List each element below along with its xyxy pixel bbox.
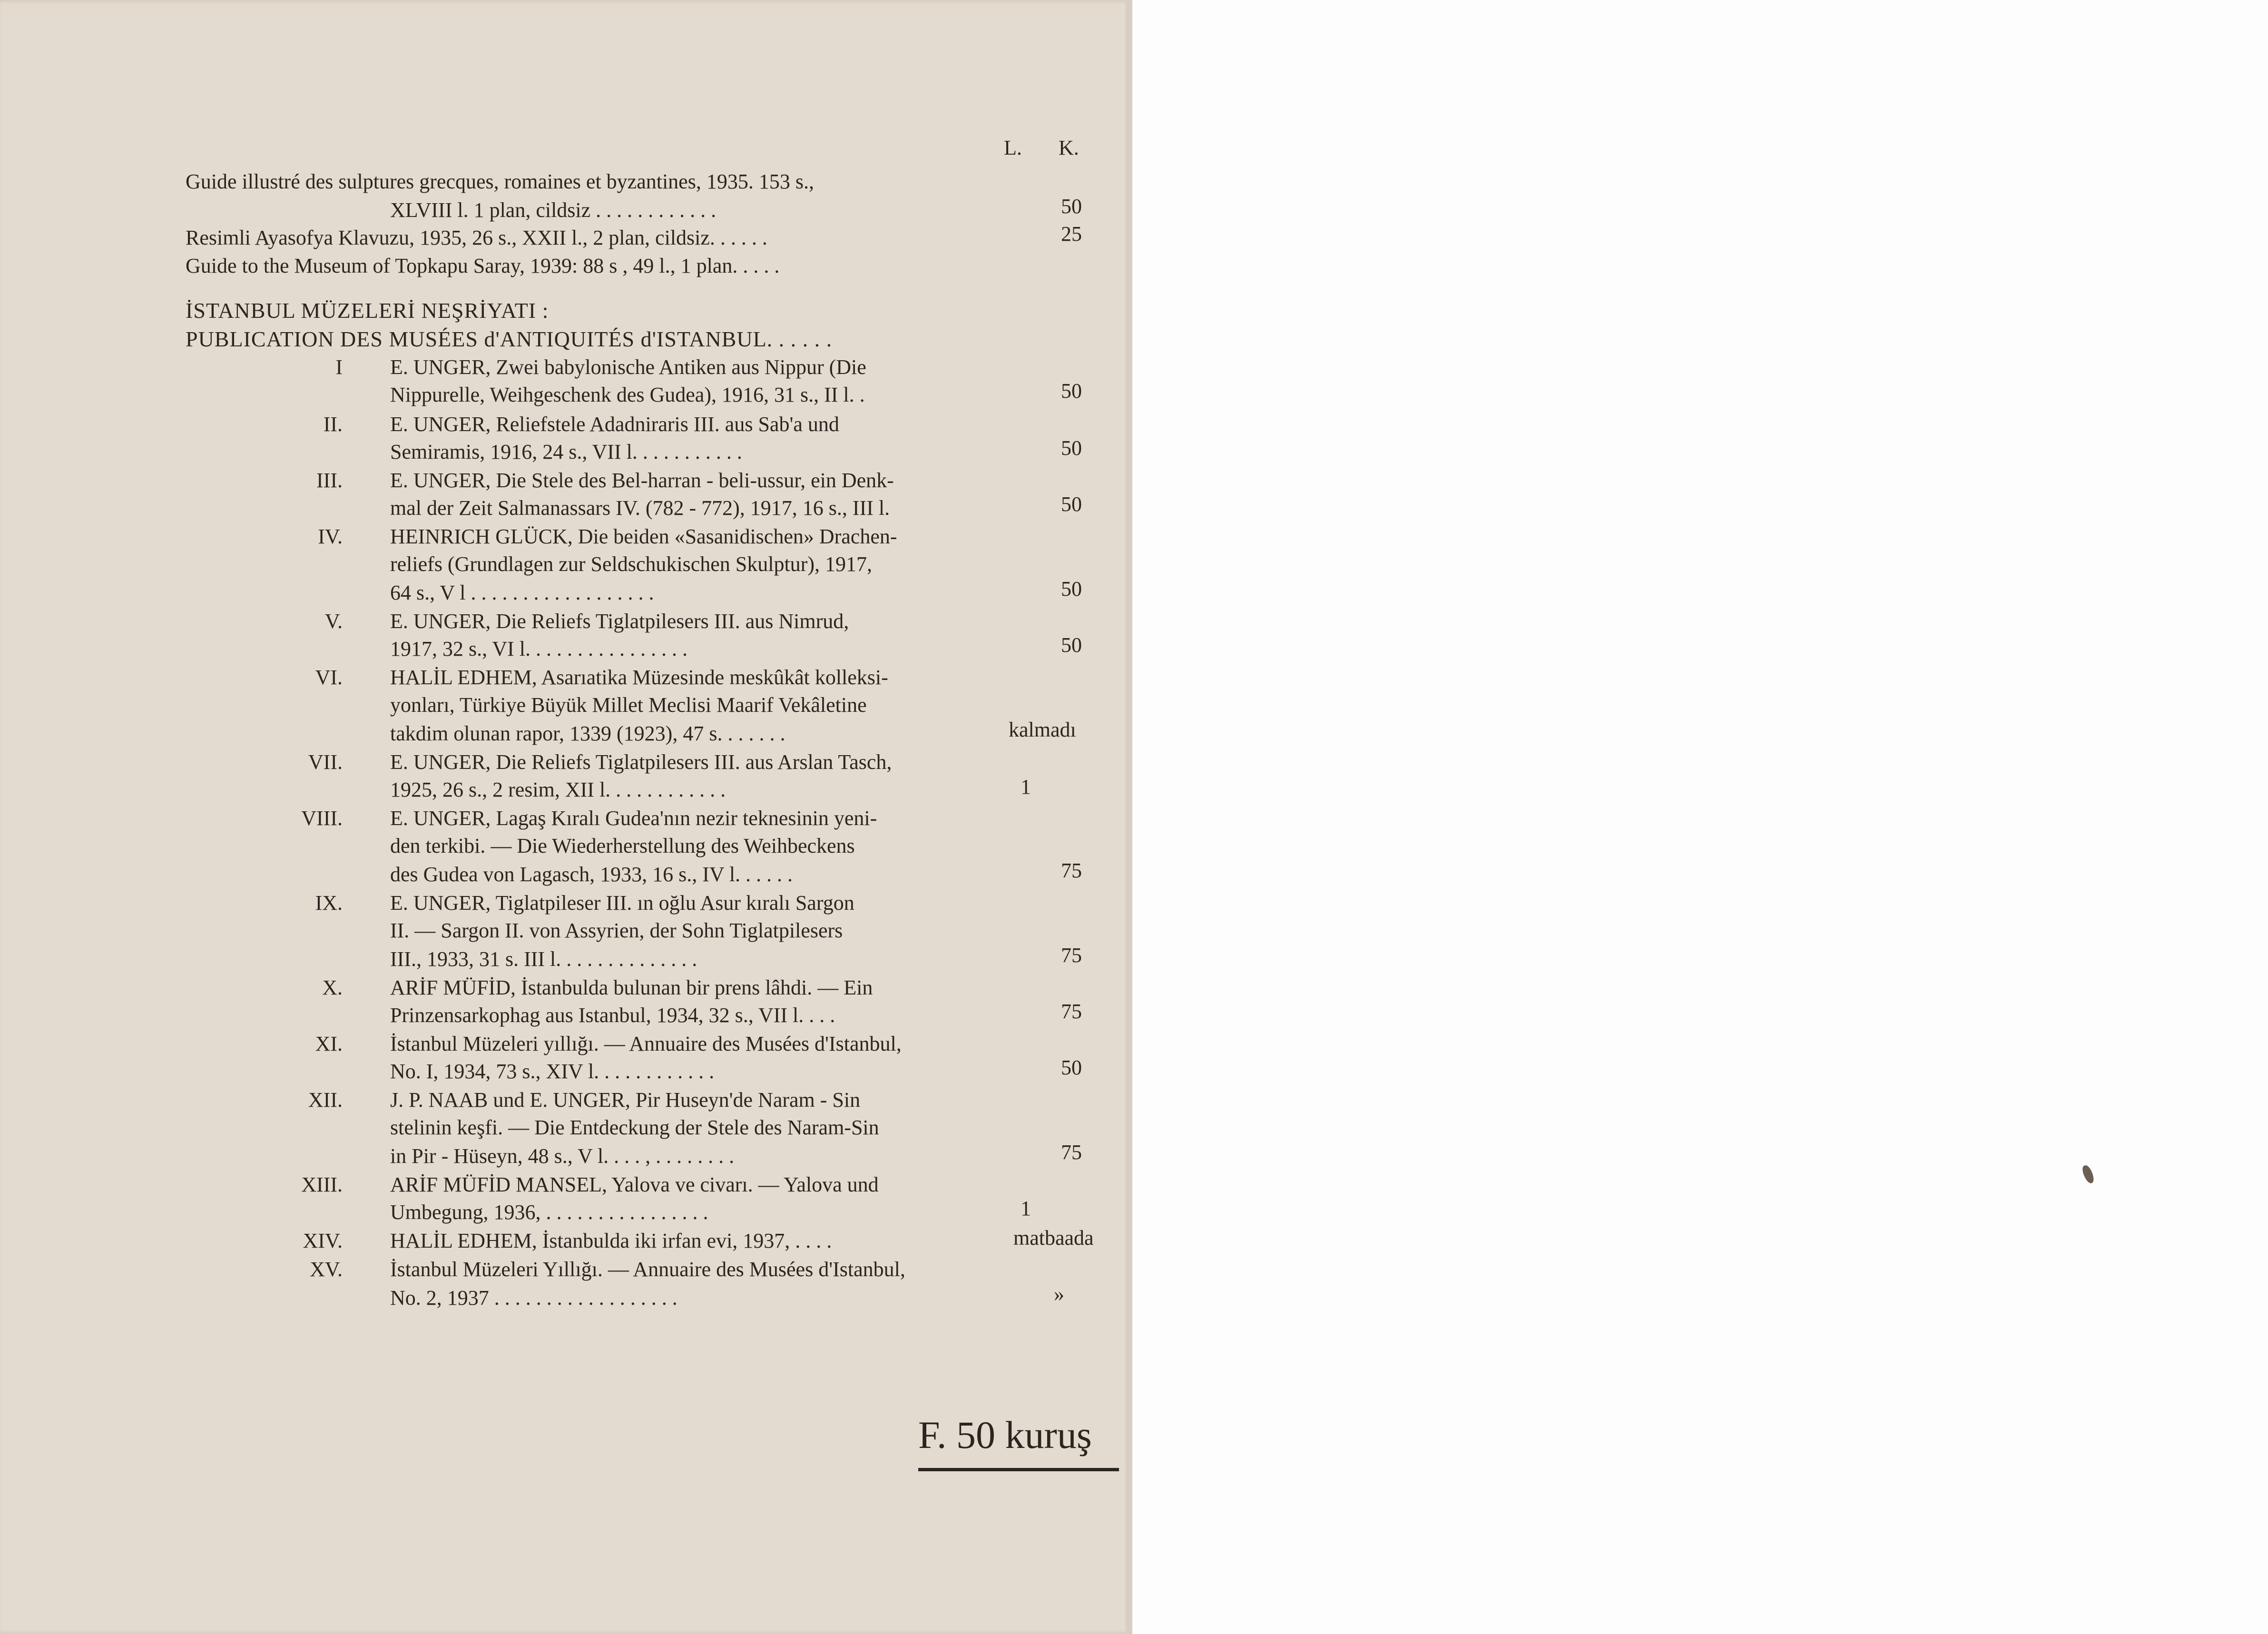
entry-line: İstanbul Müzeleri Yıllığı. — Annuaire des Musées d'Istanbul, [390, 1258, 905, 1281]
entry-number: XII. [308, 1088, 343, 1112]
entry-line: III., 1933, 31 s. III l. . . . . . . . . . . . . . [390, 947, 697, 971]
entry-number: XIII. [301, 1173, 343, 1196]
guide-line: Resimli Ayasofya Klavuzu, 1935, 26 s., XXII l., 2 plan, cildsiz. . . . . . [186, 226, 767, 249]
entry-number: VIII. [301, 807, 343, 830]
entry-line: reliefs (Grundlagen zur Seldschukischen Skulptur), 1917, [390, 552, 872, 576]
entry-price: 1 [1021, 1197, 1031, 1220]
section-title: İSTANBUL MÜZELERİ NEŞRİYATI : [186, 298, 549, 323]
entry-number: IX. [315, 891, 343, 915]
entry-price: kalmadı [1009, 718, 1076, 741]
footer-rule [918, 1468, 1119, 1471]
entry-number: XV. [310, 1258, 343, 1281]
entry-line: 64 s., V l . . . . . . . . . . . . . . . . . . [390, 581, 654, 604]
entry-price: 50 [1061, 436, 1082, 460]
section-subtitle: PUBLICATION DES MUSÉES d'ANTIQUITÉS d'ISTANBUL. . . . . . [186, 327, 833, 351]
entry-line: E. UNGER, Reliefstele Adadniraris III. aus Sab'a und [390, 413, 839, 436]
entry-number: IV. [318, 525, 343, 548]
entry-price: » [1054, 1282, 1064, 1306]
entry-line: Umbegung, 1936, . . . . . . . . . . . . . . . . [390, 1201, 708, 1224]
entry-line: E. UNGER, Die Stele des Bel-harran - beli-ussur, ein Denk- [390, 469, 894, 492]
entry-price: 1 [1021, 775, 1031, 798]
entry-line: E. UNGER, Tiglatpileser III. ın oğlu Asur kıralı Sargon [390, 891, 854, 915]
entry-line: HALİL EDHEM, Asarıatika Müzesinde meskûkât kolleksi- [390, 666, 888, 689]
entry-line: Prinzensarkophag aus Istanbul, 1934, 32 s., VII l. . . . [390, 1004, 835, 1027]
entry-line: takdim olunan rapor, 1339 (1923), 47 s. . . . . . . [390, 722, 785, 745]
entry-price: 50 [1061, 633, 1082, 657]
entry-line: in Pir - Hüseyn, 48 s., V l. . . . , . . . . . . . . [390, 1144, 735, 1168]
entry-price: 75 [1061, 859, 1082, 882]
entry-price: 50 [1061, 379, 1082, 403]
entry-line: II. — Sargon II. von Assyrien, der Sohn Tiglatpilesers [390, 919, 843, 942]
entry-price: 75 [1061, 1000, 1082, 1023]
entry-line: des Gudea von Lagasch, 1933, 16 s., IV l. . . . . . [390, 863, 793, 886]
entry-line: ARİF MÜFİD, İstanbulda bulunan bir prens lâhdi. — Ein [390, 976, 873, 999]
entry-line: stelinin keşfi. — Die Entdeckung der Stele des Naram-Sin [390, 1116, 879, 1139]
entry-price: 75 [1061, 1141, 1082, 1164]
column-header-l: L. [1004, 136, 1022, 159]
entry-line: ARİF MÜFİD MANSEL, Yalova ve civarı. — Yalova und [390, 1173, 879, 1196]
entry-number: II. [323, 413, 343, 436]
guide-price: 25 [1061, 222, 1082, 246]
entry-line: Nippurelle, Weihgeschenk des Gudea), 1916, 31 s., II l. . [390, 383, 865, 406]
entry-number: XIV. [303, 1229, 343, 1252]
guide-price: 50 [1061, 195, 1082, 218]
entry-number: X. [322, 976, 343, 999]
entry-number: VII. [308, 750, 343, 774]
entry-line: No. 2, 1937 . . . . . . . . . . . . . . . . . . [390, 1286, 677, 1309]
entry-line: den terkibi. — Die Wiederherstellung des Weihbeckens [390, 834, 855, 857]
entry-line: 1917, 32 s., VI l. . . . . . . . . . . . . . . . [390, 637, 687, 660]
entry-line: J. P. NAAB und E. UNGER, Pir Huseyn'de Naram - Sin [390, 1088, 861, 1112]
entry-line: E. UNGER, Die Reliefs Tiglatpilesers III. aus Arslan Tasch, [390, 750, 892, 774]
guide-line: XLVIII l. 1 plan, cildsiz . . . . . . . . . . . . [390, 198, 717, 222]
blank-facing-page [1132, 0, 2268, 1634]
entry-number: XI. [315, 1032, 343, 1055]
entry-line: E. UNGER, Die Reliefs Tiglatpilesers III. aus Nimrud, [390, 610, 849, 633]
entry-line: 1925, 26 s., 2 resim, XII l. . . . . . . . . . . . [390, 778, 726, 801]
entry-line: İstanbul Müzeleri yıllığı. — Annuaire des Musées d'Istanbul, [390, 1032, 902, 1055]
entry-line: No. I, 1934, 73 s., XIV l. . . . . . . . . . . . [390, 1060, 715, 1083]
entry-line: E. UNGER, Zwei babylonische Antiken aus Nippur (Die [390, 355, 866, 379]
entry-number: VI. [315, 666, 343, 689]
entry-price: 75 [1061, 944, 1082, 967]
entry-price: 50 [1061, 492, 1082, 516]
catalog-page [0, 0, 1132, 1634]
entry-line: E. UNGER, Lagaş Kıralı Gudea'nın nezir teknesinin yeni- [390, 807, 877, 830]
footer-price: F. 50 kuruş [918, 1413, 1092, 1457]
entry-line: HEINRICH GLÜCK, Die beiden «Sasanidischen» Drachen- [390, 525, 897, 548]
entry-line: mal der Zeit Salmanassars IV. (782 - 772), 1917, 16 s., III l. [390, 496, 890, 520]
guide-line: Guide illustré des sulptures grecques, romaines et byzantines, 1935. 153 s., [186, 170, 814, 193]
entry-number: I [335, 355, 343, 379]
guide-line: Guide to the Museum of Topkapu Saray, 1939: 88 s , 49 l., 1 plan. . . . . [186, 254, 780, 277]
column-header-k: K. [1059, 136, 1079, 159]
entry-line: Semiramis, 1916, 24 s., VII l. . . . . . . . . . . [390, 440, 742, 463]
entry-line: yonları, Türkiye Büyük Millet Meclisi Maarif Vekâletine [390, 693, 867, 717]
entry-price: matbaada [1013, 1226, 1094, 1250]
entry-price: 50 [1061, 1056, 1082, 1079]
entry-line: HALİL EDHEM, İstanbulda iki irfan evi, 1937, . . . . [390, 1229, 832, 1252]
entry-number: III. [316, 469, 343, 492]
entry-number: V. [324, 610, 343, 633]
entry-price: 50 [1061, 577, 1082, 600]
